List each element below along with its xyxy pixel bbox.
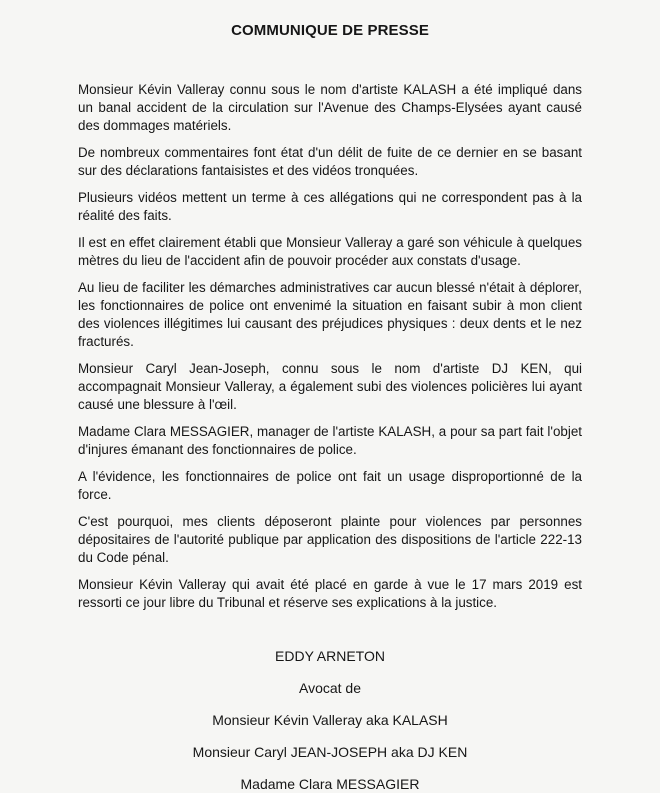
paragraph: Monsieur Caryl Jean-Joseph, connu sous le nom d'artiste DJ KEN, qui accompagnait Monsieur Valleray, a également subi des violences policières lui ayant causé une blessure à l'œil. [78, 361, 582, 412]
paragraph: Au lieu de faciliter les démarches administratives car aucun blessé n'était à déplorer, les fonctionnaires de police ont envenimé la situation en faisant subir à mon client des violences illégitimes lui causant des préjudices physiques : deux dents et le nez fracturés. [78, 280, 582, 349]
paragraph: De nombreux commentaires font état d'un délit de fuite de ce dernier en se basant sur des déclarations fantaisistes et des vidéos tronquées. [78, 145, 582, 178]
client-line: Monsieur Kévin Valleray aka KALASH [212, 712, 448, 728]
signature-block [78, 648, 582, 793]
client-line: Monsieur Caryl JEAN-JOSEPH aka DJ KEN [192, 744, 468, 760]
document-body [78, 81, 582, 612]
signatory-role: Avocat de [298, 680, 361, 696]
paragraph: C'est pourquoi, mes clients déposeront plainte pour violences par personnes dépositaires de l'autorité publique par application des dispositions de l'article 222-13 du Code pénal. [78, 514, 582, 565]
signatory-name: EDDY ARNETON [275, 648, 385, 664]
paragraph: Madame Clara MESSAGIER, manager de l'artiste KALASH, a pour sa part fait l'objet d'injures émanant des fonctionnaires de police. [78, 424, 582, 457]
paragraph: Monsieur Kévin Valleray qui avait été placé en garde à vue le 17 mars 2019 est ressorti ce jour libre du Tribunal et réserve ses explications à la justice. [78, 577, 582, 610]
paragraph: Monsieur Kévin Valleray connu sous le nom d'artiste KALASH a été impliqué dans un banal accident de la circulation sur l'Avenue des Champs-Elysées ayant causé des dommages matériels. [78, 82, 582, 133]
paragraph: Il est en effet clairement établi que Monsieur Valleray a garé son véhicule à quelques mètres du lieu de l'accident afin de pouvoir procéder aux constats d'usage. [78, 235, 582, 268]
document-title: COMMUNIQUE DE PRESSE [231, 22, 429, 39]
client-line: Madame Clara MESSAGIER [240, 776, 420, 792]
paragraph: Plusieurs vidéos mettent un terme à ces allégations qui ne correspondent pas à la réalité des faits. [78, 190, 582, 223]
paragraph: A l'évidence, les fonctionnaires de police ont fait un usage disproportionné de la force. [78, 469, 582, 502]
